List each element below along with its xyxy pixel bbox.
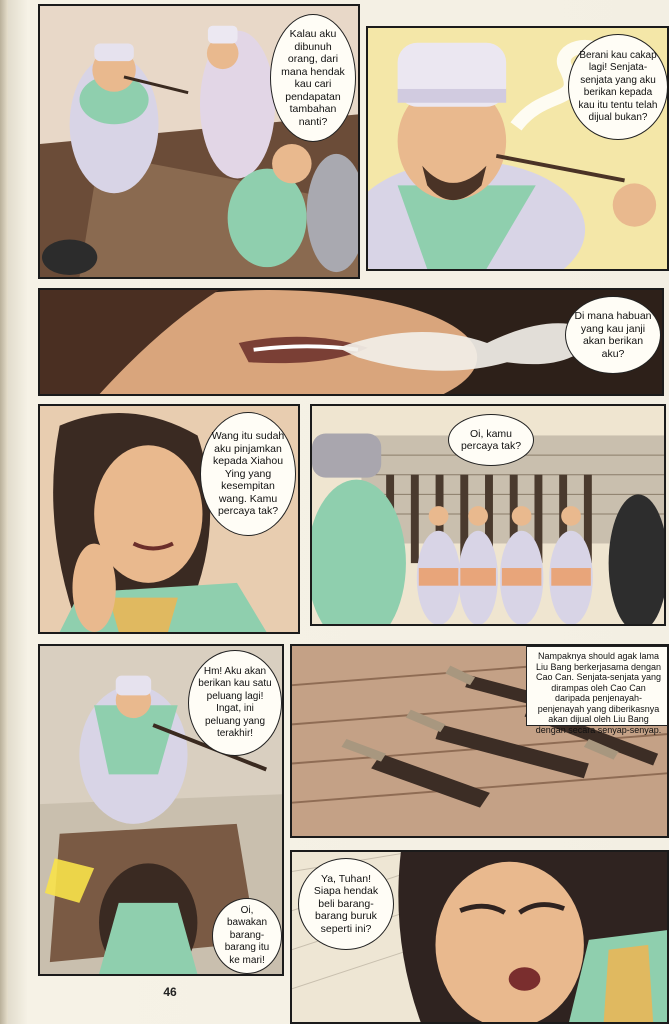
panel-6	[38, 644, 284, 976]
speech-text: Hm! Aku akan berikan kau satu peluang lagi! Ingat, ini peluang yang terakhir!	[198, 665, 272, 739]
speech-bubble	[568, 34, 668, 140]
speech-text: Wang itu sudah aku pinjamkan kepada Xiahou Ying yang kesempitan wang. Kamu percaya tak?	[211, 430, 285, 518]
panel-1	[38, 4, 360, 279]
page-number: 46	[163, 985, 177, 999]
panel-4	[38, 404, 300, 634]
page-spine	[0, 0, 8, 1024]
speech-bubble	[200, 412, 296, 536]
speech-text: Oi, bawakan barang-barang itu ke mari!	[224, 904, 270, 966]
panel-2	[366, 26, 669, 271]
narration-text: Nampaknya should agak lama Liu Bang berkerjasama dengan Cao Can. Senjata-senjata yang dirampas oleh Cao Can daripada penjenayah-penjenayah yang diberikasnya akan dijual oleh Liu Bang dengan secara senyap-senyap.	[535, 651, 662, 735]
speech-bubble	[298, 858, 394, 950]
speech-text: Di mana habuan yang kau janji akan berikan aku?	[574, 310, 652, 360]
speech-bubble	[448, 414, 534, 466]
speech-text: Kalau aku dibunuh orang, dari mana hendak kau cari pendapatan tambahan nanti?	[281, 28, 345, 128]
panel-8	[290, 850, 669, 1024]
speech-text: Oi, kamu percaya tak?	[460, 427, 522, 452]
speech-text: Berani kau cakap lagi! Senjata-senjata yang aku berikan kepada kau itu tentu telah dijual bukan?	[578, 49, 658, 123]
speech-bubble	[270, 14, 356, 142]
speech-bubble	[565, 296, 661, 374]
panel-7	[290, 644, 669, 838]
speech-text: Ya, Tuhan! Siapa hendak beli barang-barang buruk seperti ini?	[313, 872, 379, 935]
panel-5	[310, 404, 666, 626]
speech-bubble	[188, 650, 282, 756]
narration-caption	[526, 646, 669, 735]
panel-3	[38, 288, 664, 396]
speech-bubble	[212, 898, 282, 974]
